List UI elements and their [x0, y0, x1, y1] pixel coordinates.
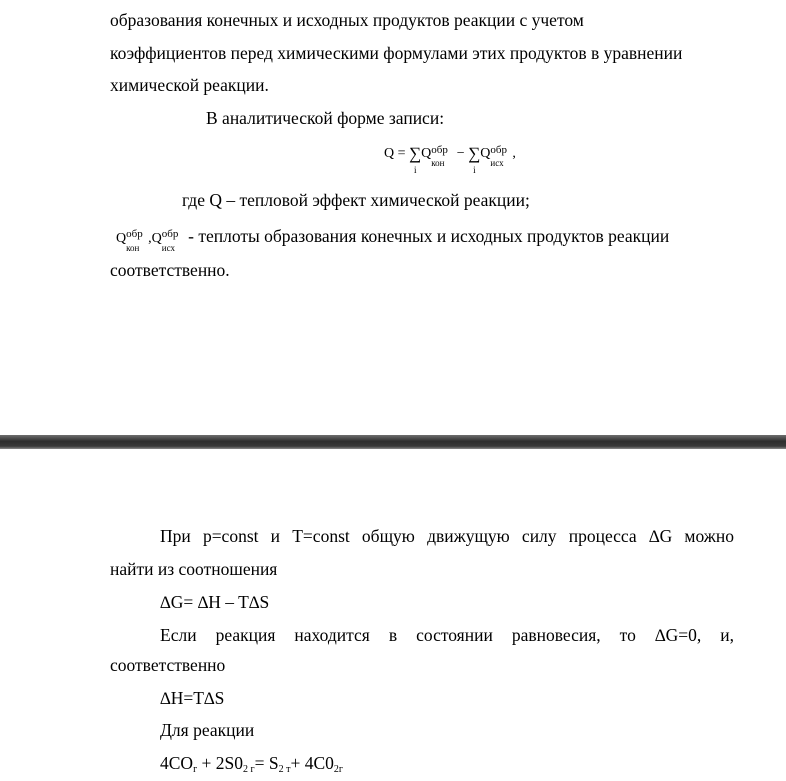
- document-page-lower: [0, 449, 786, 778]
- page-divider: [0, 435, 786, 449]
- text-line: найти из соотношения: [110, 559, 278, 579]
- symbol-sup: обр: [126, 228, 143, 240]
- text-line: Для реакции: [160, 720, 255, 740]
- formula-lhs: Q =: [384, 146, 406, 161]
- symbols-description: - теплоты образования конечных и исходных продуктов реакции: [183, 226, 670, 246]
- symbol-q: Q: [151, 231, 162, 246]
- formula-q: Q: [480, 146, 491, 161]
- text-line: соответственно.: [110, 260, 230, 280]
- formula-sub-kon: кон: [431, 158, 445, 168]
- formula-sup: обр: [431, 144, 448, 156]
- formula-tail: ,: [512, 146, 516, 161]
- text-line: образования конечных и исходных продуктов реакции с учетом: [110, 10, 584, 30]
- text-line: химической реакции.: [110, 75, 269, 95]
- equation-equilibrium: ∆H=T∆S: [160, 688, 225, 708]
- symbols-line: [116, 225, 670, 253]
- text-line: коэффициентов перед химическими формулами этих продуктов в уравнении: [110, 43, 683, 63]
- symbol-sup: обр: [161, 228, 179, 240]
- text-line: При p=const и T=const общую движущую силу процесса ∆G можно: [160, 526, 734, 546]
- text-line: соответственно: [110, 655, 226, 675]
- reaction-subscript: г: [193, 764, 198, 775]
- formula-q: Q: [421, 146, 432, 161]
- symbol-q: Q: [116, 231, 127, 246]
- sum-index: i: [414, 165, 417, 175]
- reaction-subscript: 2 г: [243, 764, 255, 775]
- formula-minus: −: [456, 146, 465, 161]
- reaction-term: = S: [254, 753, 279, 773]
- symbol-sub-isx: исх: [161, 243, 175, 253]
- symbol-comma: ,: [148, 231, 152, 246]
- text-line: где Q – тепловой эффект химической реакции;: [182, 190, 530, 210]
- sum-symbol: ∑: [409, 144, 422, 163]
- reaction-equation: [160, 752, 343, 781]
- reaction-term: + 4C0: [290, 753, 334, 773]
- heat-effect-formula: [384, 141, 516, 175]
- equation-gibbs: ∆G= ∆H – T∆S: [160, 592, 270, 612]
- text-line: Если реакция находится в состоянии равновесия, то ∆G=0, и,: [160, 625, 734, 645]
- sum-index: i: [473, 165, 476, 175]
- reaction-term: 4CO: [160, 753, 194, 773]
- reaction-subscript: 2г: [333, 764, 344, 775]
- reaction-subscript: 2 т: [278, 764, 291, 775]
- sum-symbol: ∑: [468, 144, 481, 163]
- formula-sub-isx: исх: [490, 158, 504, 168]
- symbol-sub-kon: кон: [126, 243, 140, 253]
- reaction-term: + 2S0: [197, 753, 244, 773]
- text-line: В аналитической форме записи:: [206, 108, 445, 128]
- formula-sup: обр: [490, 144, 508, 156]
